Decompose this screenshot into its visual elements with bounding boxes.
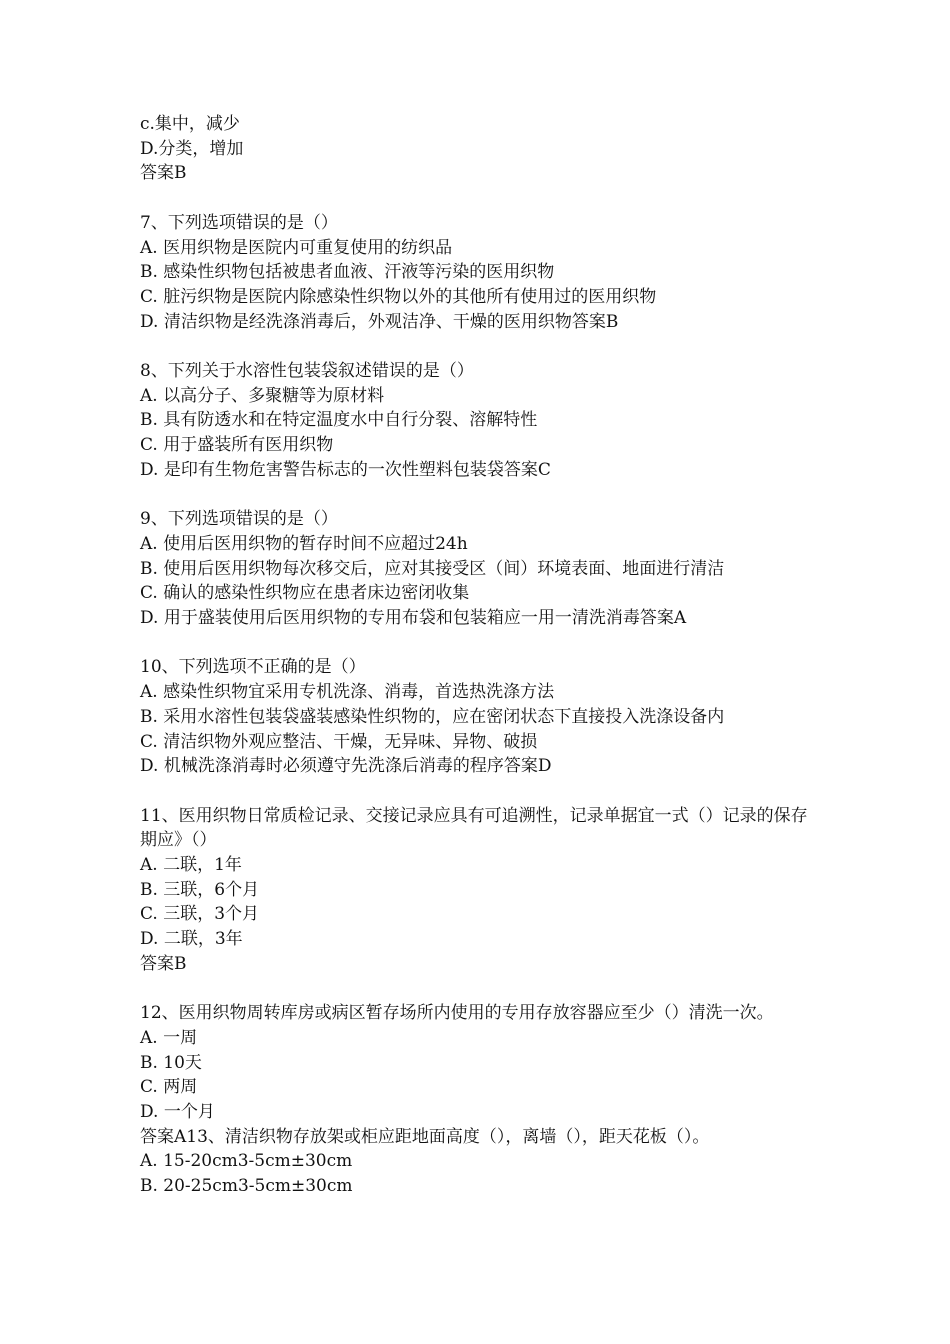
question-12-option-b: B. 10天 xyxy=(140,1052,202,1073)
question-12-option-d: D. 一个月 xyxy=(140,1102,215,1123)
question-11-option-a: A. 二联，1年 xyxy=(140,855,242,876)
spacer xyxy=(140,483,820,508)
document-page xyxy=(140,112,820,1199)
question-12: 12、医用织物周转库房或病区暂存场所内使用的专用存放容器应至少（）清洗一次。 xyxy=(140,1003,774,1024)
question-11: 11、医用织物日常质检记录、交接记录应具有可追溯性，记录单据宜一式（）记录的保存期应》（） xyxy=(140,805,808,851)
question-10-option-d: D. 机械洗涤消毒时必须遵守先洗涤后消毒的程序答案D xyxy=(140,756,552,777)
question-11-option-c: C. 三联，3个月 xyxy=(140,904,260,925)
question-9: 9、下列选项错误的是（） xyxy=(140,509,338,530)
question-8-option-c: C. 用于盛装所有医用织物 xyxy=(140,435,334,456)
question-12-option-c: C. 两周 xyxy=(140,1077,198,1098)
question-8-option-d: D. 是印有生物危害警告标志的一次性塑料包装袋答案C xyxy=(140,459,551,480)
question-7-option-d: D. 清洁织物是经洗涤消毒后，外观洁净、干燥的医用织物答案B xyxy=(140,311,619,332)
question-11-option-b: B. 三联，6个月 xyxy=(140,879,260,900)
question-13: 答案A13、清洁织物存放架或柜应距地面高度（），离墙（），距天花板（）。 xyxy=(140,1126,710,1147)
question-7: 7、下列选项错误的是（） xyxy=(140,212,338,233)
question-10: 10、下列选项不正确的是（） xyxy=(140,657,366,678)
option-c-prev: c.集中，减少 xyxy=(140,114,240,134)
question-9-option-c: C. 确认的感染性织物应在患者床边密闭收集 xyxy=(140,583,470,604)
spacer xyxy=(140,631,820,656)
question-10-option-c: C. 清洁织物外观应整洁、干燥，无异味、异物、破损 xyxy=(140,731,538,752)
question-11-answer: 答案B xyxy=(140,953,187,974)
question-8: 8、下列关于水溶性包装袋叙述错误的是（） xyxy=(140,361,474,381)
question-10-option-a: A. 感染性织物宜采用专机洗涤、消毒，首选热洗涤方法 xyxy=(140,682,555,703)
question-7-option-a: A. 医用织物是医院内可重复使用的纺织品 xyxy=(140,237,453,258)
spacer xyxy=(140,334,820,359)
question-9-option-b: B. 使用后医用织物每次移交后，应对其接受区（间）环境表面、地面进行清洁 xyxy=(140,558,725,579)
answer-prev: 答案B xyxy=(140,163,187,184)
question-13-option-b: B. 20-25cm3-5cm±30cm xyxy=(140,1176,353,1197)
question-13-option-a: A. 15-20cm3-5cm±30cm xyxy=(140,1151,353,1172)
question-9-option-a: A. 使用后医用织物的暂存时间不应超过24h xyxy=(140,533,468,554)
question-7-option-c: C. 脏污织物是医院内除感染性织物以外的其他所有使用过的医用织物 xyxy=(140,286,657,307)
question-10-option-b: B. 采用水溶性包装袋盛装感染性织物的，应在密闭状态下直接投入洗涤设备内 xyxy=(140,706,725,727)
spacer xyxy=(140,186,820,211)
spacer xyxy=(140,977,820,1002)
question-11-option-d: D. 二联，3年 xyxy=(140,929,243,950)
question-8-option-b: B. 具有防透水和在特定温度水中自行分裂、溶解特性 xyxy=(140,410,538,431)
spacer xyxy=(140,779,820,804)
question-9-option-d: D. 用于盛装使用后医用织物的专用布袋和包装箱应一用一清洗消毒答案A xyxy=(140,608,687,629)
question-8-option-a: A. 以高分子、多聚糖等为原材料 xyxy=(140,385,385,406)
option-d-prev: D.分类，增加 xyxy=(140,138,244,159)
question-7-option-b: B. 感染性织物包括被患者血液、汗液等污染的医用织物 xyxy=(140,262,555,283)
question-12-option-a: A. 一周 xyxy=(140,1027,198,1048)
